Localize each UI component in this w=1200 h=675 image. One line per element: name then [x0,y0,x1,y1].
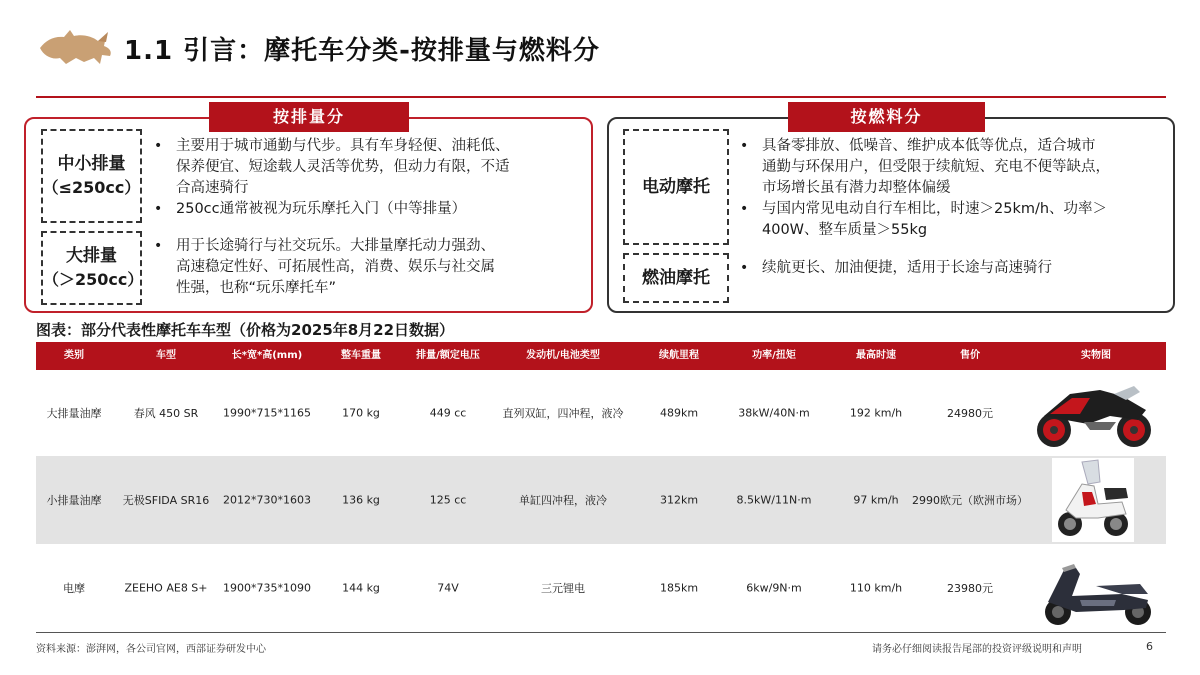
electric-box [623,129,729,245]
cell-engine: 单缸四冲程，液冷 [519,494,607,507]
bullet-item: • 250cc通常被视为玩乐摩托入门（中等排量） [146,199,586,220]
column-header: 售价 [960,350,980,361]
fuel-tab: 按燃料分 [788,102,985,132]
cell-displacement: 125 cc [429,493,467,507]
cell-model: ZEEHO AE8 S+ [124,581,208,595]
cell-power: 6kw/9N·m [746,581,802,595]
cell-model: 春风 450 SR [133,407,199,420]
cell-dimensions: 1990*715*1165 [223,406,311,420]
column-header: 车型 [156,350,176,361]
table-row [36,456,1166,544]
bullet-item: • 与国内常见电动自行车相比，时速＞25km/h、功率＞ 400W、整车质量＞55kg [732,199,1172,241]
table-row [36,370,1166,456]
bullet-item: • 用于长途骑行与社交玩乐。大排量摩托动力强劲、 高速稳定性好、可拓展性高，消费、娱乐与社交属 性强，也称“玩乐摩托车” [146,236,586,299]
cell-weight: 170 kg [342,406,380,420]
cell-top-speed: 192 km/h [849,406,903,420]
category-range: （≤250cc） [42,178,141,197]
cell-category: 电摩 [63,582,85,595]
cell-category: 大排量油摩 [46,407,102,420]
cell-power: 8.5kW/11N·m [736,493,812,507]
displacement-tab: 按排量分 [209,102,409,132]
large-displacement-bullets [146,236,586,299]
bullet-item: • 续航更长、加油便捷，适用于长途与高速骑行 [732,258,1172,279]
category-name: 中小排量 [57,154,126,174]
small-displacement-box [41,129,142,223]
cell-top-speed: 97 km/h [853,493,899,507]
table-caption: 图表：部分代表性摩托车车型（价格为2025年8月22日数据） [36,321,455,339]
disclaimer: 请务必仔细阅读报告尾部的投资评级说明和声明 [872,644,1082,655]
cell-category: 小排量油摩 [46,494,102,507]
column-header: 长*宽*高(mm) [231,350,303,361]
cell-power: 38kW/40N·m [738,406,810,420]
fuel-bullets [732,258,1172,279]
column-header: 整车重量 [341,350,381,361]
title-divider [36,96,1166,98]
category-range: （＞250cc） [43,270,144,289]
large-displacement-box [41,231,142,305]
cell-dimensions: 2012*730*1603 [223,493,311,507]
bullet-item: • 具备零排放、低噪音、维护成本低等优点，适合城市 通勤与环保用户，但受限于续航短、充电不便等缺点， 市场增长虽有潜力却整体偏缓 [732,136,1172,199]
electric-scooter-image [1036,556,1160,628]
cell-displacement: 74V [437,581,459,595]
bullet-item: • 主要用于城市通勤与代步。具有车身轻便、油耗低、 保养便宜、短途载人灵活等优势，但动力有限，不适 合高速骑行 [146,136,586,199]
cell-weight: 136 kg [342,493,380,507]
cell-range: 185km [659,581,699,595]
column-header: 续航里程 [659,350,699,361]
cell-displacement: 449 cc [429,406,467,420]
cell-price: 23980元 [947,582,993,595]
page-title: 1.1 引言：摩托车分类-按排量与燃料分 [124,36,600,66]
cell-price: 2990欧元（欧洲市场） [912,494,1028,507]
table-header [36,342,1166,370]
column-header: 实物图 [1081,350,1111,361]
table-row [36,544,1166,632]
cell-engine: 直列双缸，四冲程，液冷 [502,407,624,420]
cell-range: 312km [659,493,699,507]
page-number: 6 [1146,640,1153,653]
cell-model: 无极SFIDA SR16 [122,494,210,507]
cell-price: 24980元 [947,407,993,420]
cell-weight: 144 kg [342,581,380,595]
bull-logo-icon [36,22,114,70]
column-header: 最高时速 [856,350,896,361]
category-name: 电动摩托 [642,177,710,197]
source-note: 资料来源：澎湃网，各公司官网，西部证券研发中心 [36,644,266,655]
cell-top-speed: 110 km/h [849,581,903,595]
small-displacement-bullets [146,136,586,220]
cell-dimensions: 1900*735*1090 [223,581,311,595]
column-header: 发动机/电池类型 [526,350,600,361]
cell-range: 489km [659,406,699,420]
table-bottom-rule [36,632,1166,633]
sport-bike-image [1030,376,1158,450]
column-header: 类别 [64,350,84,361]
fuel-box [623,253,729,303]
column-header: 功率/扭矩 [752,350,796,361]
category-name: 大排量 [66,246,117,266]
column-header: 排量/额定电压 [416,350,480,361]
scooter-image [1052,458,1134,542]
cell-engine: 三元锂电 [541,582,585,595]
electric-bullets [732,136,1172,241]
category-name: 燃油摩托 [642,268,710,288]
